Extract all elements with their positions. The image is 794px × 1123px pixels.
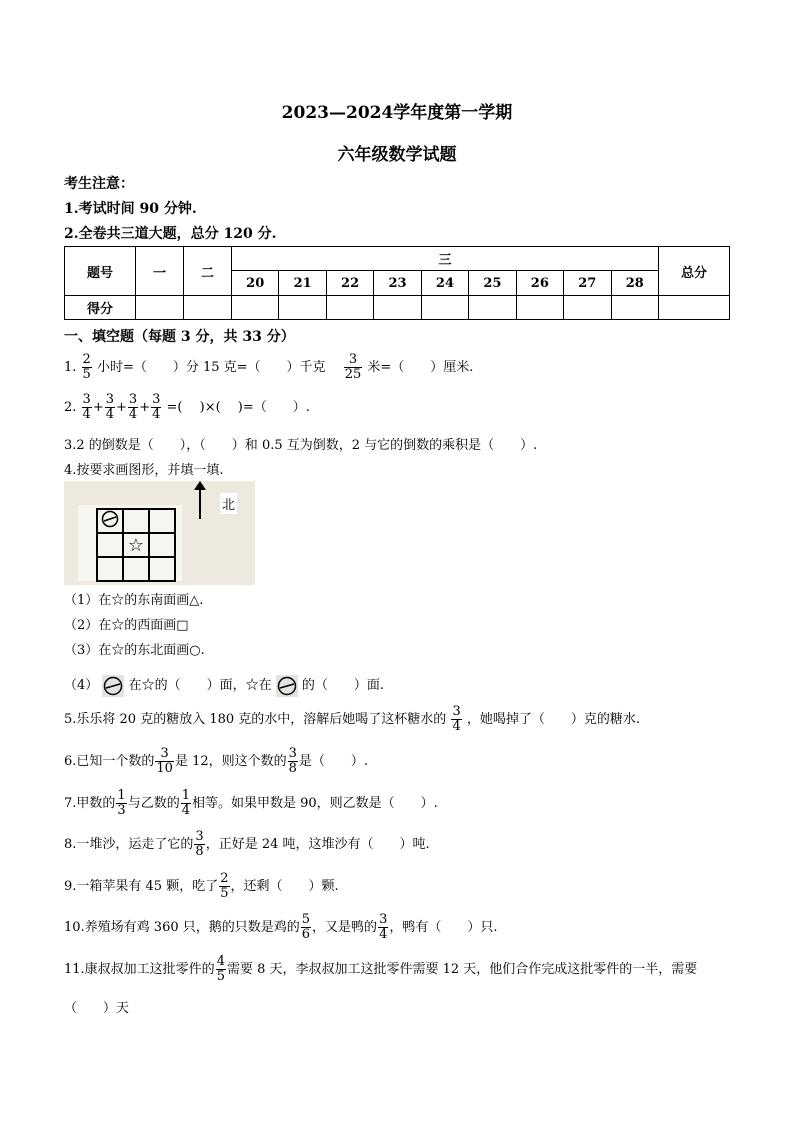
fraction: $\frac{5}{6}$ [301, 912, 311, 942]
q1-number: 1. [64, 360, 77, 375]
q7-text-end: 相等。如果甲数是 90，则乙数是（ ）. [191, 796, 438, 811]
question-11-continued: （ ）天 [64, 1001, 130, 1016]
score-cell[interactable] [184, 296, 232, 320]
q6-text: 6.已知一个数的 [64, 754, 155, 769]
q4-sub4-text: 在☆的（ ）面，☆在 [128, 678, 272, 693]
fraction: $\frac{3}{8}$ [195, 829, 204, 859]
fraction: $\frac{3}{4}$ [128, 392, 138, 422]
score-subheader: 28 [611, 271, 659, 296]
q9-text: 9.一箱苹果有 45 颗，吃了 [64, 879, 219, 894]
q10-text: 10.养殖场有鸡 360 只，鹅的只数是鸡的 [64, 920, 300, 935]
exam-title: 2023—2024学年度第一学期 [281, 103, 513, 123]
q6-text-mid: 是 12，则这个数的 [174, 754, 287, 769]
score-subheader: 24 [421, 271, 468, 296]
grid-cell [97, 557, 123, 581]
clock-icon [102, 675, 124, 697]
plus-sign: + [116, 400, 127, 415]
score-subheader: 21 [279, 271, 326, 296]
fraction: $\frac{1}{4}$ [181, 788, 190, 818]
fraction: $\frac{3}{4}$ [152, 392, 161, 422]
fraction: $\frac{3}{8}$ [288, 746, 297, 776]
question-7 [64, 789, 438, 818]
q8-text-end: ，正好是 24 吨，这堆沙有（ ）吨. [205, 837, 430, 852]
score-header-2: 二 [184, 247, 232, 296]
score-cell[interactable] [374, 296, 421, 320]
score-subheader: 25 [469, 271, 516, 296]
question-9 [64, 872, 339, 901]
clock-icon [276, 675, 298, 697]
grid-background [78, 505, 182, 581]
question-10 [64, 913, 497, 942]
q2-text: =( )×( )=（ ）. [166, 400, 310, 415]
q11-text: 11.康叔叔加工这批零件的 [64, 962, 215, 977]
q4-sub4-label: （4） [64, 678, 99, 693]
q1-text-end: 米=（ ）厘米. [367, 360, 474, 375]
score-header-tihao: 题号 [65, 247, 136, 296]
grid-cell [97, 533, 123, 557]
q2-number: 2. [64, 400, 77, 415]
q5-text-end: ，她喝掉了（ ）克的糖水. [466, 712, 640, 727]
grid-cell [149, 533, 175, 557]
fraction: $\frac{2}{5}$ [220, 871, 229, 901]
q1-text: 小时=（ ）分 15 克=（ ）千克 [96, 360, 339, 375]
question-4: 4.按要求画图形，并填一填. [64, 463, 224, 478]
question-11 [64, 955, 697, 984]
question-4-sub-3: （3）在☆的东北面画○. [64, 643, 205, 658]
grid-cell [97, 509, 123, 533]
star-icon: ☆ [127, 534, 145, 556]
q8-text: 8.一堆沙，运走了它的 [64, 837, 194, 852]
question-2 [64, 393, 310, 422]
grid-cell [149, 509, 175, 533]
score-subheader: 26 [516, 271, 563, 296]
fraction: $\frac{1}{3}$ [117, 788, 126, 818]
score-cell[interactable] [136, 296, 184, 320]
section-heading: 一、填空题（每题 3 分，共 33 分） [64, 329, 295, 345]
north-label: 北 [220, 493, 237, 514]
fraction: $\frac{3}{4}$ [452, 704, 461, 734]
q10-text-mid: ，又是鸭的 [312, 920, 378, 935]
score-cell[interactable] [611, 296, 659, 320]
q11-text-mid: 需要 8 天，李叔叔加工这批零件需要 12 天，他们合作完成这批零件的一半，需要 [226, 962, 698, 977]
q7-text-mid: 与乙数的 [127, 796, 180, 811]
score-subheader: 27 [564, 271, 611, 296]
q6-text-end: 是（ ）. [298, 754, 369, 769]
score-cell[interactable] [326, 296, 373, 320]
score-cell[interactable] [516, 296, 563, 320]
score-cell[interactable] [469, 296, 516, 320]
score-header-total: 总分 [659, 247, 730, 296]
grid-cell-star [123, 533, 149, 557]
plus-sign: + [139, 400, 151, 415]
question-5 [64, 705, 640, 734]
clock-icon [101, 510, 119, 528]
fraction: $\frac{3}{25}$ [344, 352, 362, 382]
question-1 [64, 353, 473, 382]
grid-cell [149, 557, 175, 581]
score-table [64, 246, 730, 320]
score-cell[interactable] [564, 296, 611, 320]
q4-sub4-text-end: 的（ ）面. [301, 678, 384, 693]
question-4-sub-2: （2）在☆的西面画□ [64, 618, 189, 633]
question-8 [64, 830, 430, 859]
grid-cell [123, 509, 149, 533]
score-row-defen: 得分 [65, 296, 136, 320]
question-4-sub-1: （1）在☆的东南面画△. [64, 593, 204, 608]
notice-heading: 考生注意： [64, 176, 134, 192]
direction-grid-figure [64, 481, 255, 585]
fraction: $\frac{3}{4}$ [82, 392, 91, 422]
q5-text: 5.乐乐将 20 克的糖放入 180 克的水中，溶解后她喝了这杯糖水的 [64, 712, 447, 727]
fraction: $\frac{4}{5}$ [216, 954, 225, 984]
grid-3x3 [96, 508, 176, 582]
score-subheader: 22 [326, 271, 373, 296]
question-6 [64, 747, 368, 776]
score-cell[interactable] [279, 296, 326, 320]
exam-subtitle: 六年级数学试题 [337, 145, 457, 165]
score-subheader: 23 [374, 271, 421, 296]
score-cell-total[interactable] [659, 296, 730, 320]
score-header-3: 三 [232, 247, 659, 271]
north-arrow-icon [199, 487, 201, 519]
q10-text-end: ，鸭有（ ）只. [389, 920, 498, 935]
q7-text: 7.甲数的 [64, 796, 116, 811]
score-cell[interactable] [232, 296, 279, 320]
fraction: $\frac{3}{4}$ [379, 912, 388, 942]
grid-cell [123, 557, 149, 581]
notice-line-2: 2.全卷共三道大题，总分 120 分. [64, 226, 277, 242]
plus-sign: + [92, 400, 104, 415]
score-header-1: 一 [136, 247, 184, 296]
fraction: $\frac{3}{4}$ [105, 392, 115, 422]
fraction: $\frac{3}{10}$ [156, 746, 173, 776]
score-subheader: 20 [232, 271, 279, 296]
notice-line-1: 1.考试时间 90 分钟. [64, 201, 197, 217]
q9-text-end: ，还剩（ ）颗. [230, 879, 339, 894]
score-cell[interactable] [421, 296, 468, 320]
question-3: 3.2 的倒数是（ ），（ ）和 0.5 互为倒数，2 与它的倒数的乘积是（ ）. [64, 438, 538, 453]
question-4-sub-4 [64, 674, 384, 697]
fraction: $\frac{2}{5}$ [82, 352, 91, 382]
